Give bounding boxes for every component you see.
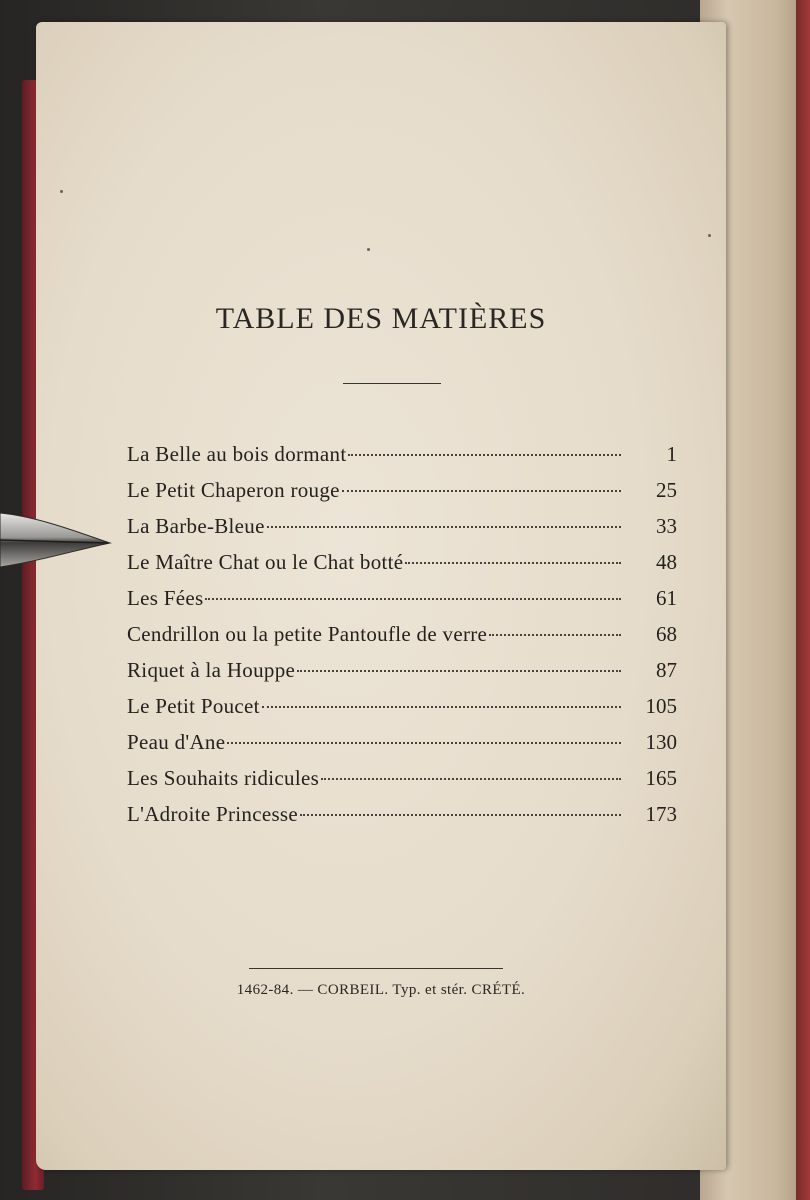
toc-entry xyxy=(127,442,677,478)
toc-entry-title: La Barbe-Bleue xyxy=(127,514,265,538)
toc-entry-page: 68 xyxy=(656,622,677,646)
toc-entry-title: L'Adroite Princesse xyxy=(127,802,299,826)
footer-rule xyxy=(249,968,503,969)
paper-speck xyxy=(367,248,370,251)
paper-speck xyxy=(708,234,711,237)
dot-leader xyxy=(267,526,621,528)
toc-entry xyxy=(127,550,677,586)
toc-entry-title: La Belle au bois dormant xyxy=(127,442,347,466)
toc-entry xyxy=(127,478,677,514)
paper-speck xyxy=(60,190,63,193)
toc-entry xyxy=(127,514,677,550)
toc-entry-title: Le Petit Poucet xyxy=(127,694,260,718)
book-page xyxy=(36,22,726,1170)
dot-leader xyxy=(348,454,621,456)
dot-leader xyxy=(300,814,621,816)
toc-entry-page: 165 xyxy=(645,766,677,790)
dot-leader xyxy=(227,742,621,744)
dot-leader xyxy=(262,706,621,708)
toc-entry-title: Les Fées xyxy=(127,586,204,610)
toc-entry-page: 105 xyxy=(645,694,677,718)
toc-entry-title: Le Maître Chat ou le Chat botté xyxy=(127,550,404,574)
toc-entry-page: 1 xyxy=(666,442,677,466)
table-of-contents xyxy=(127,442,677,838)
toc-entry-title: Riquet à la Houppe xyxy=(127,658,296,682)
dot-leader xyxy=(321,778,621,780)
page-title: TABLE DES MATIÈRES xyxy=(215,302,547,335)
printer-imprint: 1462-84. — CORBEIL. Typ. et stér. CRÉTÉ. xyxy=(236,982,526,998)
toc-entry-title: Peau d'Ane xyxy=(127,730,226,754)
pen-nib-pointer-icon xyxy=(0,509,112,571)
toc-entry-title: Le Petit Chaperon rouge xyxy=(127,478,340,502)
toc-entry xyxy=(127,622,677,658)
toc-entry xyxy=(127,730,677,766)
toc-entry xyxy=(127,658,677,694)
dot-leader xyxy=(405,562,621,564)
toc-entry xyxy=(127,766,677,802)
dot-leader xyxy=(342,490,621,492)
toc-entry-title: Les Souhaits ridicules xyxy=(127,766,320,790)
toc-entry-page: 130 xyxy=(645,730,677,754)
toc-entry-page: 48 xyxy=(656,550,677,574)
toc-entry-page: 61 xyxy=(656,586,677,610)
dot-leader xyxy=(489,634,621,636)
toc-entry-page: 87 xyxy=(656,658,677,682)
toc-entry xyxy=(127,586,677,622)
toc-entry xyxy=(127,694,677,730)
toc-entry-page: 33 xyxy=(656,514,677,538)
dot-leader xyxy=(205,598,621,600)
book-cover-right-edge xyxy=(796,0,810,1200)
dot-leader xyxy=(297,670,621,672)
toc-entry-page: 25 xyxy=(656,478,677,502)
title-rule xyxy=(343,383,441,384)
toc-entry xyxy=(127,802,677,838)
toc-entry-title: Cendrillon ou la petite Pantoufle de verre xyxy=(127,622,488,646)
toc-entry-page: 173 xyxy=(645,802,677,826)
